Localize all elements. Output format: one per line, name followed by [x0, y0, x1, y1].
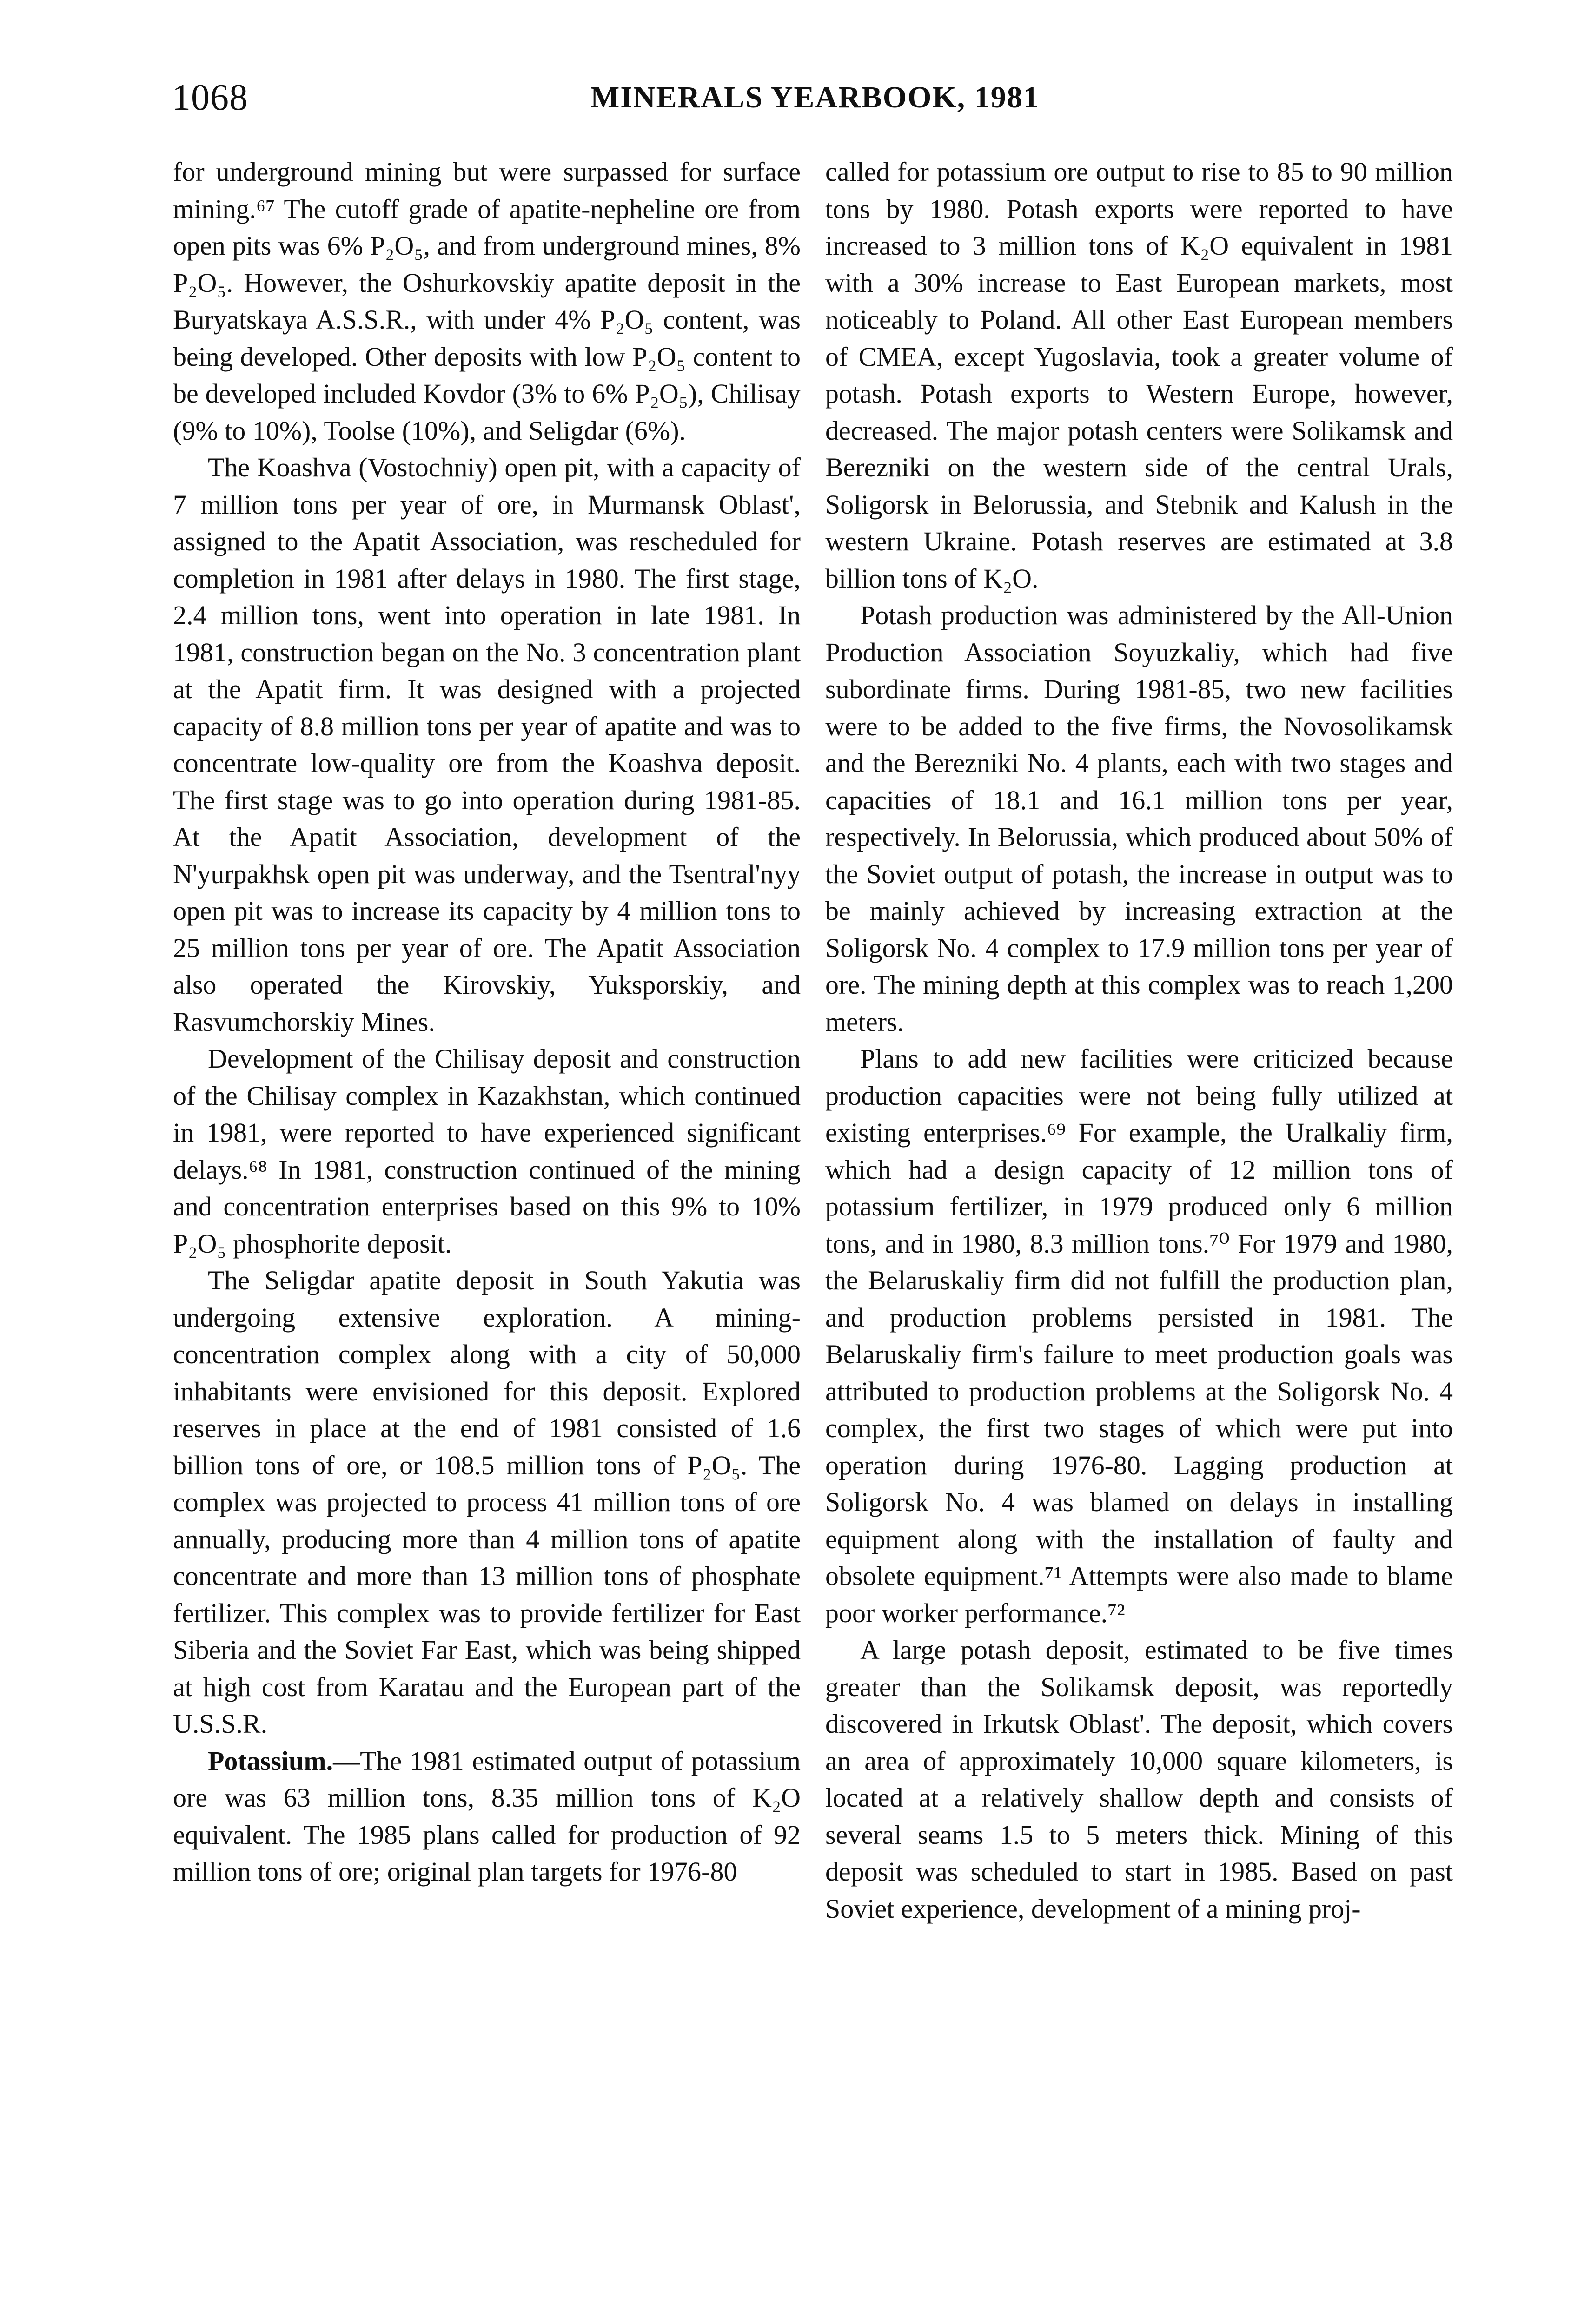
paragraph: called for potassium ore output to rise to 85 to 90 million tons by 1980. Potash exports were reported to have increased to 3 million tons of K₂O equivalent in 1981 with a 30% increase to East European markets, most noticeably to Poland. All other East European members of CMEA, except Yugoslavia, took a greater volume of potash. Potash exports to Western Europe, however, decreased. The major potash centers were Solikamsk and Berezniki on the western side of the central Urals, Soligorsk in Belorussia, and Stebnik and Kalush in the western Ukraine. Potash reserves are estimated at 3.8 billion tons of K₂O. — [825, 157, 1453, 594]
section-heading-potassium: Potassium.— — [208, 1745, 360, 1776]
right-column — [825, 153, 1453, 1927]
potassium-paragraph — [173, 1743, 801, 1890]
paragraph: A large potash deposit, estimated to be five times greater than the Solikamsk deposit, was reportedly discovered in Irkutsk Oblast'. The deposit, which covers an area of approximately 10,000 square kilometers, is located at a relatively shallow depth and consists of several seams 1.5 to 5 meters thick. Mining of this deposit was scheduled to start in 1985. Based on past Soviet experience, development of a mining proj- — [825, 1635, 1453, 1924]
page-number: 1068 — [172, 77, 248, 118]
paragraph: The Seligdar apatite deposit in South Yakutia was undergoing extensive exploration. A mining-concentration complex along with a city of 50,000 inhabitants were envisioned for this deposit. Explored reserves in place at the end of 1981 consisted of 1.6 billion tons of ore, or 108.5 million tons of P₂O₅. The complex was projected to process 41 million tons of ore annually, producing more than 4 million tons of apatite concentrate and more than 13 million tons of phosphate fertilizer. This complex was to provide fertilizer for East Siberia and the Soviet Far East, which was being shipped at high cost from Karatau and the European part of the U.S.S.R. — [173, 1265, 801, 1739]
paragraph-text: The 1981 estimated output of potassium ore was 63 million tons, 8.35 million tons of K₂O equivalent. The 1985 plans called for production of 92 million tons of ore; original plan targets for 1976-80 — [173, 1745, 801, 1887]
page-header — [172, 70, 1478, 125]
paragraph: The Koashva (Vostochniy) open pit, with a capacity of 7 million tons per year of ore, in Murmansk Oblast', assigned to the Apatit Association, was rescheduled for completion in 1981 after delays in 1980. The first stage, 2.4 million tons, went into operation in late 1981. In 1981, construction began on the No. 3 concentration plant at the Apatit firm. It was designed with a projected capacity of 8.8 million tons per year of apatite and was to concentrate low-quality ore from the Koashva deposit. The first stage was to go into operation during 1981-85. At the Apatit Association, development of the N'yurpakhsk open pit was underway, and the Tsentral'nyy open pit was to increase its capacity by 4 million tons to 25 million tons per year of ore. The Apatit Association also operated the Kirovskiy, Yuksporskiy, and Rasvumchorskiy Mines. — [173, 452, 801, 1037]
paragraph: for underground mining but were surpassed for surface mining.⁶⁷ The cutoff grade of apatite-nepheline ore from open pits was 6% P₂O₅, and from underground mines, 8% P₂O₅. However, the Oshurkovskiy apatite deposit in the Buryatskaya A.S.S.R., with under 4% P₂O₅ content, was being developed. Other deposits with low P₂O₅ content to be developed included Kovdor (3% to 6% P₂O₅), Chilisay (9% to 10%), Toolse (10%), and Seligdar (6%). — [173, 157, 801, 446]
left-column — [173, 153, 801, 1890]
paragraph: Development of the Chilisay deposit and construction of the Chilisay complex in Kazakhstan, which continued in 1981, were reported to have experienced significant delays.⁶⁸ In 1981, construction continued of the mining and concentration enterprises based on this 9% to 10% P₂O₅ phosphorite deposit. — [173, 1043, 801, 1259]
running-title: MINERALS YEARBOOK, 1981 — [590, 80, 1040, 114]
paragraph: Plans to add new facilities were criticized because production capacities were not being fully utilized at existing enterprises.⁶⁹ For example, the Uralkaliy firm, which had a design capacity of 12 million tons of potassium fertilizer, in 1979 produced only 6 million tons, and in 1980, 8.3 million tons.⁷⁰ For 1979 and 1980, the Belaruskaliy firm did not fulfill the production plan, and production problems persisted in 1981. The Belaruskaliy firm's failure to meet production goals was attributed to production problems at the Soligorsk No. 4 complex, the first two stages of which were put into operation during 1976-80. Lagging production at Soligorsk No. 4 was blamed on delays in installing equipment along with the installation of faulty and obsolete equipment.⁷¹ Attempts were also made to blame poor worker performance.⁷² — [825, 1043, 1453, 1628]
paragraph: Potash production was administered by the All-Union Production Association Soyuzkaliy, which had five subordinate firms. During 1981-85, two new facilities were to be added to the five firms, the Novosolikamsk and the Berezniki No. 4 plants, each with two stages and capacities of 18.1 and 16.1 million tons per year, respectively. In Belorussia, which produced about 50% of the Soviet output of potash, the increase in output was to be mainly achieved by increasing extraction at the Soligorsk No. 4 complex to 17.9 million tons per year of ore. The mining depth at this complex was to reach 1,200 meters. — [825, 600, 1453, 1037]
